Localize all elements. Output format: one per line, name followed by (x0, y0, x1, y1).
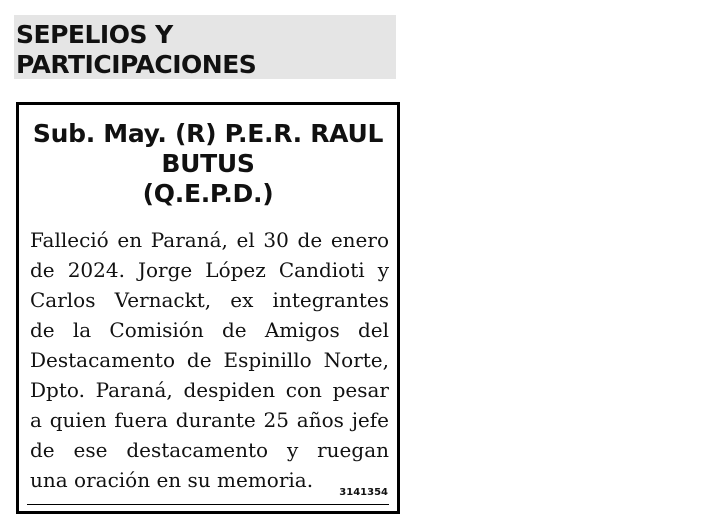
section-header (14, 15, 396, 79)
notice-body-line: una oración en su memoria. (30, 468, 314, 492)
notice-body-line: Falleció en Paraná, el 30 de enero (30, 228, 389, 252)
notice-title-line: Sub. May. (R) P.E.R. RAUL (32, 119, 384, 148)
notice-body-line: de 2024. Jorge López Candioti y (30, 258, 389, 282)
divider (27, 504, 389, 505)
notice-body-line: Destacamento de Espinillo Norte, (30, 348, 389, 372)
reference-code: 3141354 (339, 487, 388, 498)
notice-body (30, 225, 389, 495)
notice-body-line: Dpto. Paraná, despiden con pesar (30, 378, 389, 402)
section-title-line-1: SEPELIOS Y (16, 20, 173, 49)
notice-body-line: Carlos Vernackt, ex integrantes (30, 288, 389, 312)
notice-body-line: a quien fuera durante 25 años jefe (30, 408, 389, 432)
notice-title-line: (Q.E.P.D.) (142, 179, 274, 208)
notice-body-line: de ese destacamento y ruegan (30, 438, 389, 462)
notice-body-line: de la Comisión de Amigos del (30, 318, 389, 342)
notice-title (19, 119, 397, 209)
section-title-line-2: PARTICIPACIONES (16, 50, 257, 79)
obituary-notice (16, 102, 400, 514)
notice-title-line: BUTUS (161, 149, 255, 178)
